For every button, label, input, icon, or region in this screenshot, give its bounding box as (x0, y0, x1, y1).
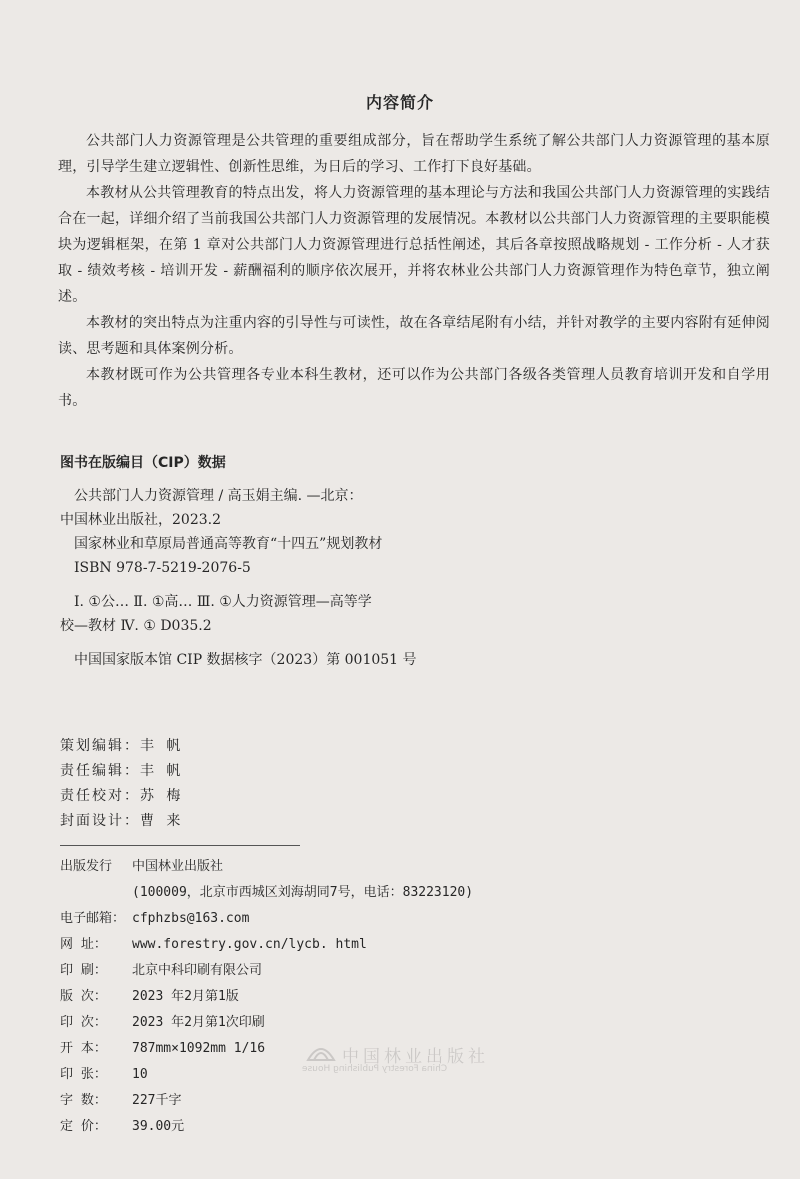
intro-paragraph: 本教材的突出特点为注重内容的引导性与可读性，故在各章结尾附有小结，并针对教学的主要内容附有延伸阅读、思考题和具体案例分析。 (58, 315, 770, 357)
editor-label: 责任编辑： (60, 763, 140, 779)
sheets-label: 印 张： (60, 1067, 107, 1082)
website-label: 网 址： (60, 937, 107, 952)
publisher-value: 中国林业出版社 (132, 859, 224, 874)
pub-row (60, 932, 473, 958)
email-value: cfphzbs@163.com (132, 911, 250, 926)
cip-block (60, 484, 480, 672)
printing-value: 2023 年2月第1次印刷 (132, 1015, 265, 1030)
intro-title: 内容简介 (365, 93, 434, 112)
editor-row (60, 759, 182, 784)
edition-value: 2023 年2月第1版 (132, 989, 239, 1004)
cip-line: 公共部门人力资源管理 / 高玉娟主编. —北京： (74, 488, 363, 504)
intro-paragraph: 本教材既可作为公共管理各专业本科生教材，还可以作为公共部门各级各类管理人员教育培训开发和自学用书。 (58, 367, 770, 409)
pub-row (60, 1114, 473, 1140)
intro-body (58, 128, 770, 414)
printing-label: 印 次： (60, 1015, 107, 1030)
watermark-en: China Forestry Publishing House (302, 1064, 448, 1074)
price-value: 39.00元 (132, 1119, 185, 1134)
edition-label: 版 次： (60, 989, 107, 1004)
pub-row (60, 1088, 473, 1114)
words-value: 227千字 (132, 1093, 182, 1108)
website-value: www.forestry.gov.cn/lycb. html (132, 937, 367, 952)
pub-row (60, 880, 473, 906)
cip-line: 国家林业和草原局普通高等教育“十四五”规划教材 (74, 536, 383, 552)
pub-row (60, 984, 473, 1010)
divider (60, 845, 300, 846)
sheets-value: 10 (132, 1067, 148, 1082)
editor-row (60, 784, 182, 809)
publisher-label: 出版发行 (60, 859, 113, 874)
cip-isbn: ISBN 978-7-5219-2076-5 (74, 560, 251, 576)
format-value: 787mm×1092mm 1/16 (132, 1041, 266, 1056)
intro-paragraph: 本教材从公共管理教育的特点出发，将人力资源管理的基本理论与方法和我国公共部门人力资源管理的实践结合在一起，详细介绍了当前我国公共部门人力资源管理的发展情况。本教材以公共部门人力资源管理的主要职能模块为逻辑框架，在第 1 章对公共部门人力资源管理进行总括性阐述，其后各章按照战略规划 - 工作分析 - 人才获取 - 绩效考核 - 培训开发 - 薪酬福利的顺序依次展开，并将农林业公共部门人力资源管理作为特色章节，独立阐述。 (58, 185, 770, 305)
address-value: (100009，北京市西城区刘海胡同7号，电话：83223120) (132, 885, 474, 900)
cip-line: 中国林业出版社，2023.2 (60, 512, 221, 528)
email-label: 电子邮箱： (60, 911, 126, 926)
printer-label: 印 刷： (60, 963, 107, 978)
editor-label: 封面设计： (60, 813, 140, 829)
intro-paragraph: 公共部门人力资源管理是公共管理的重要组成部分，旨在帮助学生系统了解公共部门人力资源管理的基本原理，引导学生建立逻辑性、创新性思维，为日后的学习、工作打下良好基础。 (58, 133, 770, 175)
editors-list (60, 734, 182, 834)
pub-row (60, 1010, 473, 1036)
editor-name: 曹 来 (140, 813, 183, 829)
pub-row (60, 958, 473, 984)
editor-name: 苏 梅 (140, 788, 183, 804)
editor-row (60, 809, 182, 834)
format-label: 开 本： (60, 1041, 107, 1056)
editor-row (60, 734, 182, 759)
cip-line: 校—教材 Ⅳ. ① D035.2 (60, 618, 212, 634)
publisher-logo-icon (304, 1040, 338, 1064)
cip-line: Ⅰ. ①公… Ⅱ. ①高… Ⅲ. ①人力资源管理—高等学 (74, 594, 372, 610)
price-label: 定 价： (60, 1119, 107, 1134)
watermark-cn: 中国林业出版社 (342, 1047, 489, 1067)
words-label: 字 数： (60, 1093, 107, 1108)
editor-name: 丰 帆 (140, 738, 183, 754)
publisher-watermark (302, 1042, 522, 1082)
printer-value: 北京中科印刷有限公司 (132, 963, 263, 978)
editor-label: 策划编辑： (60, 738, 140, 754)
editor-label: 责任校对： (60, 788, 140, 804)
publication-info (60, 854, 473, 1140)
cip-heading: 图书在版编目（CIP）数据 (60, 455, 226, 471)
pub-row (60, 854, 473, 880)
cip-record-number: 中国国家版本馆 CIP 数据核字（2023）第 001051 号 (74, 652, 417, 668)
editor-name: 丰 帆 (140, 763, 183, 779)
pub-row (60, 906, 473, 932)
